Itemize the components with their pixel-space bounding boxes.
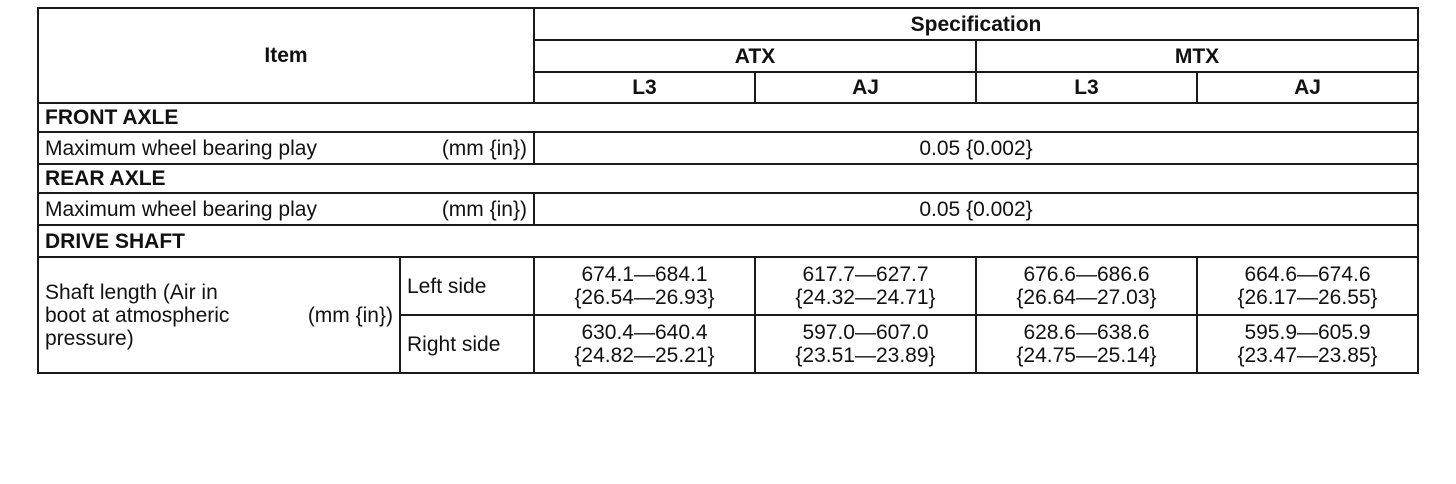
left-mtx-l3-mm: 676.6—686.6 [1023,263,1150,286]
right-mtx-aj-in: {23.47—23.85} [1237,344,1378,367]
left-atx-l3-cell [534,257,755,315]
rear-axle-item [38,193,534,225]
left-mtx-l3-cell [976,257,1197,315]
drive-shaft-item [38,257,400,373]
rear-axle-unit: (mm {in}) [441,197,527,221]
right-atx-aj-mm: 597.0—607.0 [802,321,929,344]
left-mtx-aj-cell [1197,257,1418,315]
left-atx-aj-cell [755,257,976,315]
drive-shaft-label: Shaft length (Air in boot at atmospheric pressure) [45,280,230,350]
atx-header: ATX [534,40,976,72]
drive-shaft-unit: (mm {in}) [307,303,393,327]
specification-header: Specification [534,8,1418,40]
drive-shaft-section: DRIVE SHAFT [38,225,1418,257]
right-atx-aj-cell [755,315,976,373]
front-axle-section: FRONT AXLE [38,103,1418,132]
left-mtx-aj-in: {26.17—26.55} [1237,286,1378,309]
left-atx-aj-in: {24.32—24.71} [795,286,936,309]
right-side-label: Right side [400,315,534,373]
rear-axle-label: Maximum wheel bearing play [45,197,317,221]
header-row-1 [38,8,1418,40]
front-axle-label: Maximum wheel bearing play [45,136,317,160]
front-axle-unit: (mm {in}) [441,136,527,160]
front-axle-section-row [38,103,1418,132]
item-header: Item [38,8,534,103]
right-mtx-l3-in: {24.75—25.14} [1016,344,1157,367]
rear-axle-row [38,193,1418,225]
spec-table [37,7,1419,374]
right-mtx-l3-mm: 628.6—638.6 [1023,321,1150,344]
mtx-aj-header: AJ [1197,72,1418,103]
atx-l3-header: L3 [534,72,755,103]
left-atx-l3-mm: 674.1—684.1 [581,263,708,286]
rear-axle-section-row [38,164,1418,193]
right-atx-l3-cell [534,315,755,373]
front-axle-item [38,132,534,164]
left-side-label: Left side [400,257,534,315]
rear-axle-value: 0.05 {0.002} [534,193,1418,225]
right-atx-l3-in: {24.82—25.21} [574,344,715,367]
left-mtx-aj-mm: 664.6—674.6 [1244,263,1371,286]
left-mtx-l3-in: {26.64—27.03} [1016,286,1157,309]
front-axle-row [38,132,1418,164]
right-atx-aj-in: {23.51—23.89} [795,344,936,367]
front-axle-value: 0.05 {0.002} [534,132,1418,164]
right-mtx-aj-mm: 595.9—605.9 [1244,321,1371,344]
right-atx-l3-mm: 630.4—640.4 [581,321,708,344]
atx-aj-header: AJ [755,72,976,103]
drive-shaft-left-row [38,257,1418,315]
mtx-l3-header: L3 [976,72,1197,103]
left-atx-aj-mm: 617.7—627.7 [802,263,929,286]
mtx-header: MTX [976,40,1418,72]
right-mtx-l3-cell [976,315,1197,373]
right-mtx-aj-cell [1197,315,1418,373]
left-atx-l3-in: {26.54—26.93} [574,286,715,309]
drive-shaft-section-row [38,225,1418,257]
rear-axle-section: REAR AXLE [38,164,1418,193]
